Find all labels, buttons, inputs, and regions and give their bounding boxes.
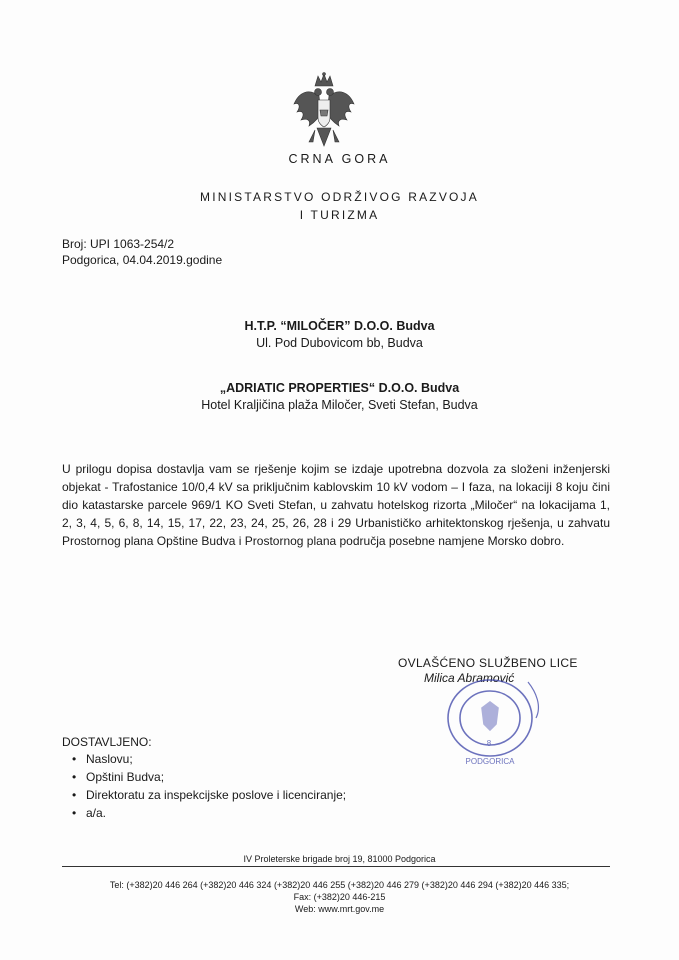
recipient-2: [0, 380, 679, 414]
recipient-name: „ADRIATIC PROPERTIES“ D.O.O. Budva: [219, 381, 460, 395]
list-item: • a/a.: [86, 804, 346, 822]
recipient-1: [0, 318, 679, 352]
coat-of-arms-icon: [291, 72, 357, 156]
stamp-number: 8: [486, 739, 492, 748]
signatory-name: Milica Abramović: [424, 671, 515, 685]
signatory-title: OVLAŠĆENO SLUŽBENO LICE: [398, 656, 578, 670]
reference-number: Broj: UPI 1063-254/2: [62, 237, 175, 251]
recipient-name: H.T.P. “MILOČER” D.O.O. Budva: [244, 319, 435, 333]
list-item: • Direktoratu za inspekcijske poslove i licenciranje;: [86, 786, 346, 804]
footer-tel: Tel: (+382)20 446 264 (+382)20 446 324 (+382)20 446 255 (+382)20 446 279 (+382)20 446 294 (+382)20 446 335;: [109, 880, 570, 890]
ministry-line-1: MINISTARSTVO ODRŽIVOG RAZVOJA: [200, 190, 479, 204]
list-item: • Naslovu;: [86, 750, 346, 768]
place-date: Podgorica, 04.04.2019.godine: [62, 253, 223, 267]
distribution-list: [62, 750, 346, 822]
official-stamp-icon: [436, 672, 548, 772]
recipient-address: Ul. Pod Dubovicom bb, Budva: [256, 336, 423, 350]
reference-block: [62, 236, 222, 268]
ministry-name: [0, 188, 679, 224]
footer-divider: [62, 866, 610, 867]
footer-address: IV Proleterske brigade broj 19, 81000 Podgorica: [243, 854, 436, 864]
country-name: CRNA GORA: [288, 152, 391, 166]
list-item: • Opštini Budva;: [86, 768, 346, 786]
footer-web: Web: www.mrt.gov.me: [294, 904, 385, 914]
ministry-line-2: I TURIZMA: [299, 208, 380, 222]
stamp-city: PODGORICA: [465, 757, 515, 766]
recipient-address: Hotel Kraljičina plaža Miločer, Sveti Stefan, Budva: [201, 398, 478, 412]
letter-body: U prilogu dopisa dostavlja vam se rješenje kojim se izdaje upotrebna dozvola za složeni inženjerski objekat - Trafostanice 10/0,4 kV sa priključnim kablovskim 10 kV vodom – I faza, na lokaciji 8 koju čini dio katastarske parcele 969/1 KO Sveti Stefan, u zahvatu hotelskog rizorta „Miločer“ na lokacijama 1, 2, 3, 4, 5, 6, 8, 14, 15, 17, 22, 23, 24, 25, 26, 28 i 29 Urbanističko arhitektonskog rješenja, u zahvatu Prostornog plana Opštine Budva i Prostornog plana područja posebne namjene Morsko dobro.: [62, 462, 610, 548]
footer-fax: Fax: (+382)20 446-215: [293, 892, 386, 902]
distribution-heading: DOSTAVLJENO:: [62, 735, 152, 749]
